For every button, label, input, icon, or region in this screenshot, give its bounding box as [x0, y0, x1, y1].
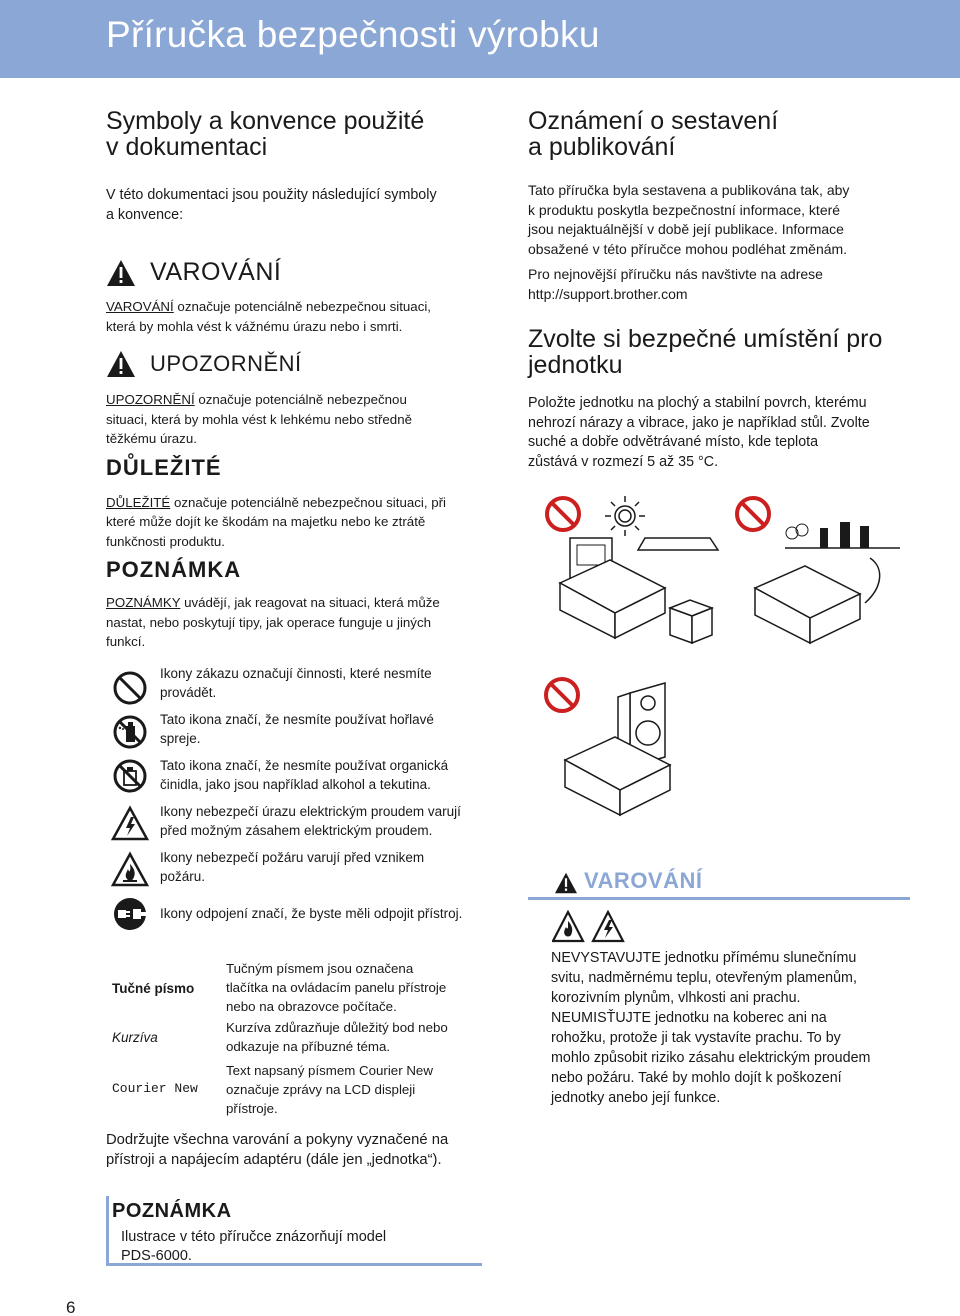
icon-text-fire — [160, 848, 495, 886]
upozorneni-line3: těžkému úrazu. — [106, 431, 197, 446]
assembly-heading-line1: Oznámení o sestavení — [528, 107, 779, 135]
follow-line2: přístroji a napájecím adaptéru (dále jen „jednotka“). — [106, 1152, 442, 1168]
placement-heading-line2: jednotku — [528, 351, 623, 379]
poznamka-line3: funkcí. — [106, 634, 146, 649]
format-desc-line: nebo na obrazovce počítače. — [226, 999, 397, 1014]
format-key-mono: Courier New — [112, 1081, 198, 1096]
symbols-heading — [106, 108, 496, 160]
poznamka-line2: nastat, nebo poskytují tipy, jak operace funguje u jiných — [106, 614, 431, 630]
format-desc-line: Tučným písmem jsou označena — [226, 961, 414, 976]
placement-heading-line1: Zvolte si bezpečné umístění pro — [528, 325, 883, 353]
format-desc-line: odkazuje na příbuzné téma. — [226, 1039, 391, 1054]
varovani-term: VAROVÁNÍ — [106, 299, 174, 314]
dulezite-term: DŮLEŽITÉ — [106, 494, 171, 510]
warning-triangle-icon — [554, 872, 578, 894]
format-key-bold: Tučné písmo — [112, 981, 195, 996]
upozorneni-desc — [106, 390, 496, 449]
warning-line: mohlo způsobit riziko zásahu elektrickým proudem — [551, 1050, 871, 1066]
warning-banner-title: VAROVÁNÍ — [584, 868, 703, 893]
dulezite-line2: které může dojít ke škodám na majetku nebo ke ztrátě — [106, 514, 426, 529]
icon-text-unplug — [160, 904, 495, 923]
icon-text-electric — [160, 802, 495, 840]
note-box-body — [121, 1228, 386, 1266]
fire-hazard-icon — [110, 850, 150, 890]
icon-text-line: požáru. — [160, 869, 206, 884]
no-solvent-icon — [110, 756, 150, 796]
warning-line: korozivním plynům, vlhkosti ani prachu. — [551, 990, 801, 1006]
warning-line: NEVYSTAVUJTE jednotku přímému slunečnímu — [551, 950, 857, 966]
icon-text-line: Tato ikona značí, že nesmíte používat hořlavé — [160, 712, 434, 727]
format-key-italic: Kurzíva — [112, 1030, 158, 1045]
format-desc-line: Text napsaný písmem Courier New — [226, 1063, 433, 1078]
warning-line: nebo požáru. Také by mohlo dojít k poškození — [551, 1070, 842, 1086]
assembly-section — [528, 108, 908, 472]
upozorneni-signal — [106, 350, 496, 378]
assembly-line: Tato příručka byla sestavena a publikována tak, aby — [528, 182, 850, 198]
varovani-signal — [106, 258, 496, 287]
dulezite-title: DŮLEŽITÉ — [106, 454, 222, 480]
prohibition-icon — [546, 679, 578, 711]
symbols-intro — [106, 185, 496, 225]
assembly-heading-line2: a publikování — [528, 133, 676, 161]
sun-icon — [605, 496, 645, 536]
varovani-line1: označuje potenciálně nebezpečnou situaci, — [173, 299, 431, 314]
icon-text-line: Tato ikona značí, že nesmíte používat organická — [160, 758, 449, 773]
format-desc-italic — [226, 1018, 486, 1056]
upozorneni-term: UPOZORNĚNÍ — [106, 392, 195, 407]
page-number: 6 — [66, 1298, 76, 1316]
dulezite-desc — [106, 493, 496, 552]
warning-line: svitu, nadměrnému teplu, otevřeným plamenům, — [551, 970, 857, 986]
assembly-line: k produktu poskytla bezpečnostní informace, které — [528, 201, 841, 218]
symbols-heading-line1: Symboly a konvence použité — [106, 107, 425, 135]
icon-text-line: provádět. — [160, 685, 217, 700]
placement-illustration — [530, 488, 920, 658]
prohibition-icon — [110, 668, 150, 708]
varovani-desc — [106, 297, 496, 336]
no-spray-icon — [110, 712, 150, 752]
poznamka-line1: uvádějí, jak reagovat na situaci, která může — [180, 595, 440, 610]
placement-line: nehrozí nárazy a vibrace, jako je například stůl. Zvolte — [528, 414, 870, 431]
varovani-title: VAROVÁNÍ — [150, 258, 282, 286]
placement-line: zůstává v rozmezí 5 až 35 °C. — [528, 453, 719, 470]
upozorneni-line2: situaci, která by mohla vést k lehkému nebo středně — [106, 411, 412, 427]
icon-text-prohibition — [160, 664, 495, 702]
fire-hazard-icon — [553, 912, 583, 941]
warning-line: NEUMISŤUJTE jednotku na koberec ani na — [551, 1010, 827, 1026]
icon-text-no-solvent — [160, 756, 495, 794]
follow-line1: Dodržujte všechna varování a pokyny vyznačené na — [106, 1132, 449, 1148]
upozorneni-line1: označuje potenciálně nebezpečnou — [194, 392, 407, 407]
icon-text-line: Ikony nebezpečí úrazu elektrickým proudem varují — [160, 804, 461, 819]
upozorneni-title: UPOZORNĚNÍ — [150, 351, 302, 376]
warning-body — [551, 948, 911, 1108]
icon-text-line: spreje. — [160, 731, 201, 746]
assembly-heading — [528, 108, 908, 160]
format-desc-line: Kurzíva zdůrazňuje důležitý bod nebo — [226, 1020, 448, 1035]
support-url-link[interactable]: http://support.brother.com — [528, 285, 688, 302]
icon-text-line: Ikony odpojení značí, že byste měli odpojit přístroj. — [160, 906, 463, 921]
note-box-title: POZNÁMKA — [112, 1200, 232, 1222]
format-desc-line: tlačítka na ovládacím panelu přístroje — [226, 980, 447, 995]
prohibition-icon — [547, 498, 579, 530]
placement-heading — [528, 326, 908, 378]
assembly-url-text — [528, 265, 908, 304]
icon-text-line: činidla, jako jsou například alkohol a tekutina. — [160, 777, 431, 792]
hazard-icons — [552, 910, 632, 944]
warning-triangle-icon — [106, 350, 136, 378]
carpet-illustration — [540, 675, 740, 835]
icon-text-line: Ikony zákazu označují činnosti, které nesmíte — [160, 666, 432, 681]
format-desc-line: přístroje. — [226, 1101, 278, 1116]
symbols-heading-line2: v dokumentaci — [106, 133, 268, 161]
note-box-line2: PDS-6000. — [121, 1248, 192, 1264]
assembly-line: jsou nejaktuálnější v době její publikace. Informace — [528, 221, 844, 237]
warning-triangle-icon — [106, 259, 136, 287]
warning-banner — [528, 866, 910, 900]
placement-line: suché a dobře odvětrávané místo, kde teplota — [528, 434, 819, 450]
warning-line: jednotky anebo její funkce. — [551, 1090, 721, 1106]
poznamka-term: POZNÁMKY — [106, 595, 181, 610]
poznamka-signal — [106, 557, 496, 583]
format-desc-line: označuje zprávy na LCD displeji — [226, 1082, 416, 1097]
follow-instructions — [106, 1130, 496, 1170]
dulezite-line3: funkčnosti produktu. — [106, 533, 226, 549]
placement-body — [528, 394, 908, 472]
electric-hazard-icon — [593, 912, 623, 941]
poznamka-desc — [106, 593, 496, 652]
symbols-intro-line2: a konvence: — [106, 207, 184, 223]
warning-line: rohožku, protože ji tak vystavíte prachu. To by — [551, 1030, 841, 1046]
assembly-body — [528, 181, 908, 259]
note-box — [106, 1196, 482, 1266]
icon-text-line: Ikony nebezpečí požáru varují před vznikem — [160, 850, 425, 865]
dulezite-signal — [106, 455, 496, 481]
symbols-intro-line1: V této dokumentaci jsou použity následující symboly — [106, 187, 437, 203]
format-desc-bold — [226, 959, 486, 1016]
symbols-section — [106, 108, 496, 652]
format-desc-mono — [226, 1061, 486, 1118]
note-box-line1: Ilustrace v této příručce znázorňují model — [121, 1229, 387, 1245]
prohibition-icon — [737, 498, 769, 530]
assembly-line: obsažené v této příručce mohou podléhat změnám. — [528, 240, 848, 257]
varovani-line2: která by mohla vést k vážnému úrazu nebo i smrti. — [106, 318, 403, 334]
page-title: Příručka bezpečnosti výrobku — [106, 14, 600, 55]
header-bar — [0, 0, 960, 78]
unplug-icon — [110, 894, 150, 934]
dulezite-line1: označuje potenciálně nebezpečnou situaci, při — [170, 494, 447, 510]
electric-hazard-icon — [110, 804, 150, 844]
assembly-url-line: Pro nejnovější příručku nás navštivte na adrese — [528, 266, 823, 282]
poznamka-title: POZNÁMKA — [106, 557, 242, 582]
placement-line: Položte jednotku na plochý a stabilní povrch, kterému — [528, 395, 867, 411]
icon-text-line: před možným zásahem elektrickým proudem. — [160, 823, 433, 838]
icon-text-no-spray — [160, 710, 495, 748]
